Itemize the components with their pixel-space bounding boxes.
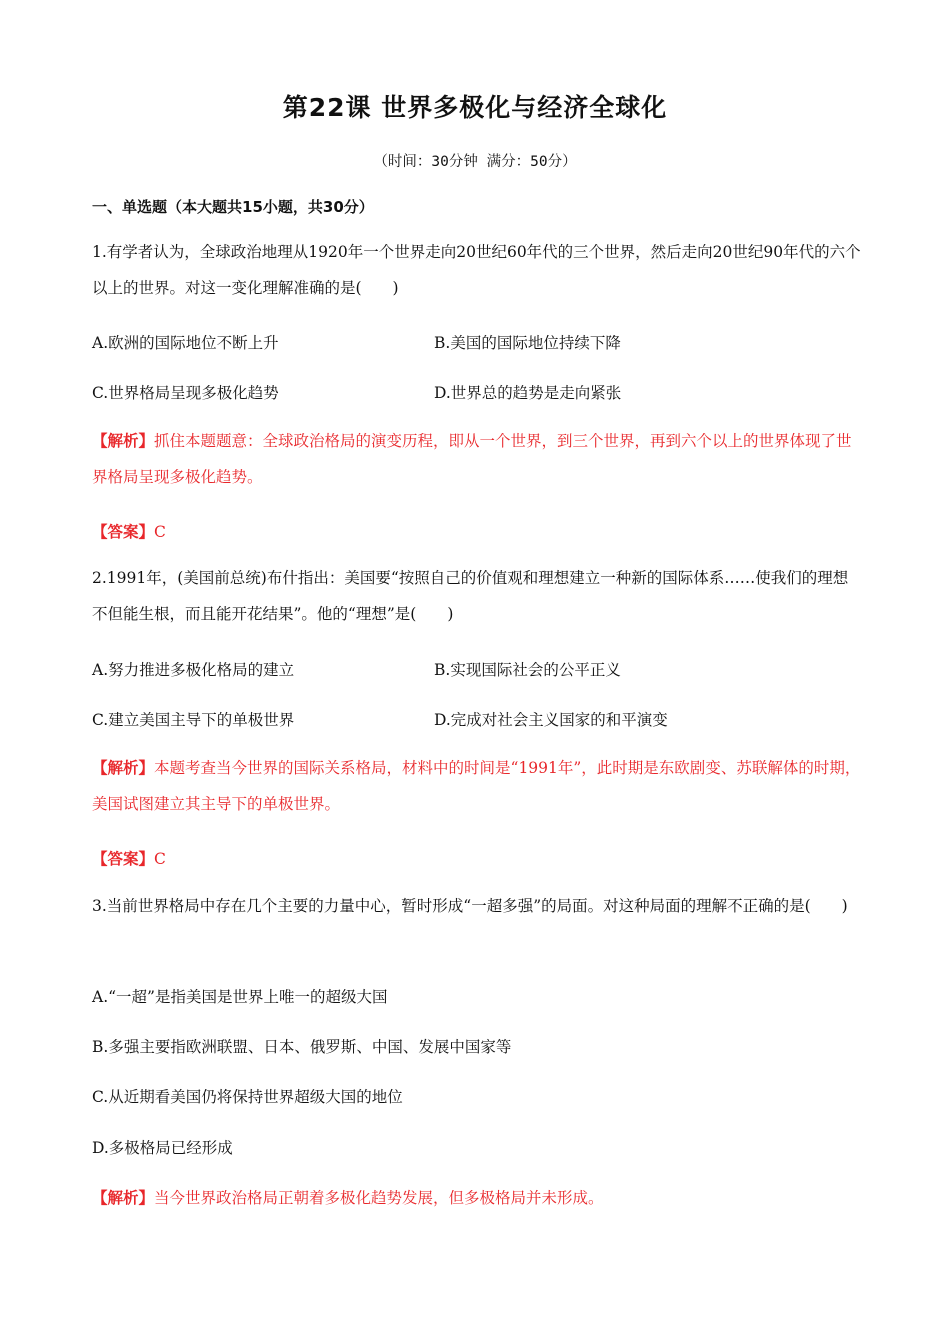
question-3-option-d: D.多极格局已经形成	[92, 1139, 233, 1157]
question-1-option-a: A.欧洲的国际地位不断上升	[92, 334, 279, 352]
answer-tag: 【答案】	[92, 523, 155, 541]
question-1-option-d: D.世界总的趋势是走向紧张	[434, 384, 622, 402]
analysis-tag: 【解析】	[92, 759, 155, 777]
analysis-tag: 【解析】	[92, 432, 155, 450]
answer-value: C	[154, 523, 166, 541]
question-1-option-c: C.世界格局呈现多极化趋势	[92, 384, 279, 402]
question-2-option-b: B.实现国际社会的公平正义	[434, 661, 621, 679]
answer-tag: 【答案】	[92, 850, 155, 868]
question-3-option-c: C.从近期看美国仍将保持世界超级大国的地位	[92, 1088, 403, 1106]
analysis-text: 本题考查当今世界的国际关系格局，材料中的时间是“1991年”，此时期是东欧剧变、苏联解体的时期，美国试图建立其主导下的单极世界。	[92, 759, 861, 813]
page-title: 第22课 世界多极化与经济全球化	[282, 93, 668, 122]
question-2-stem: 2.1991年，(美国前总统)布什指出：美国要“按照自己的价值观和理想建立一种新的国际体系……使我们的理想不但能生根，而且能开花结果”。他的“理想”是( )	[92, 569, 849, 623]
question-1-analysis	[92, 423, 862, 495]
question-1-answer	[92, 520, 166, 542]
exam-info: （时间：30分钟 满分：50分）	[373, 154, 577, 170]
question-2-option-c: C.建立美国主导下的单极世界	[92, 711, 295, 729]
question-2-answer	[92, 847, 166, 869]
analysis-text: 当今世界政治格局正朝着多极化趋势发展，但多极格局并未形成。	[154, 1189, 604, 1207]
question-3-option-b: B.多强主要指欧洲联盟、日本、俄罗斯、中国、发展中国家等	[92, 1038, 512, 1056]
question-3-option-a: A.“一超”是指美国是世界上唯一的超级大国	[92, 988, 388, 1006]
question-1-option-b: B.美国的国际地位持续下降	[434, 334, 621, 352]
question-1-stem: 1.有学者认为，全球政治地理从1920年一个世界走向20世纪60年代的三个世界，然后走向20世纪90年代的六个以上的世界。对这一变化理解准确的是( )	[92, 243, 861, 297]
question-2-option-d: D.完成对社会主义国家的和平演变	[434, 711, 668, 729]
analysis-text: 抓住本题题意：全球政治格局的演变历程，即从一个世界，到三个世界，再到六个以上的世界体现了世界格局呈现多极化趋势。	[92, 432, 852, 486]
answer-value: C	[154, 850, 166, 868]
analysis-tag: 【解析】	[92, 1189, 155, 1207]
question-2-option-a: A.努力推进多极化格局的建立	[92, 661, 295, 679]
question-2-analysis	[92, 750, 862, 822]
question-3-analysis	[92, 1186, 604, 1208]
question-3-stem: 3.当前世界格局中存在几个主要的力量中心，暂时形成“一超多强”的局面。对这种局面的理解不正确的是( )	[92, 897, 848, 915]
section-heading: 一、单选题（本大题共15小题，共30分）	[92, 198, 374, 216]
